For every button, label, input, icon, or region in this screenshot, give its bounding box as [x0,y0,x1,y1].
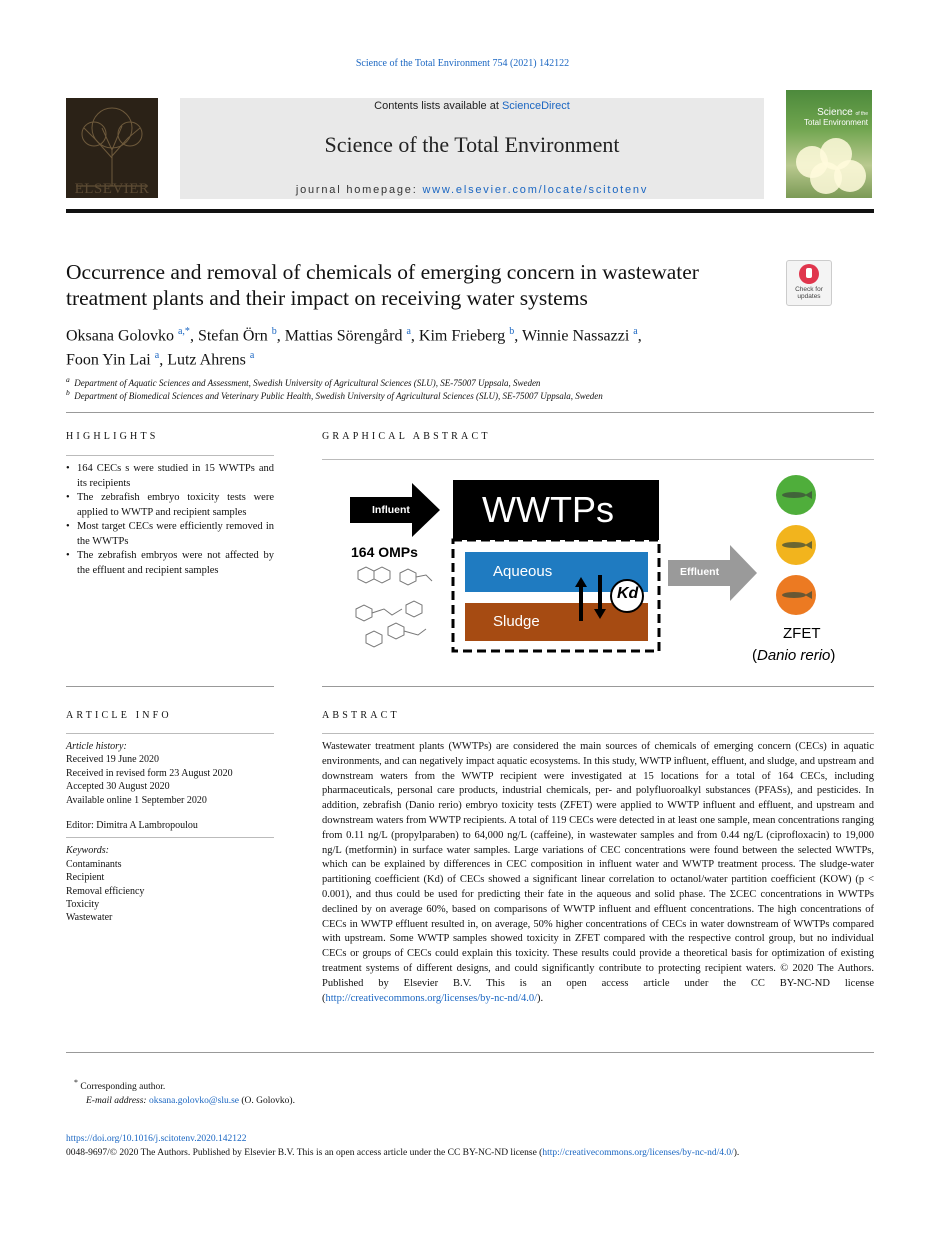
keywords-label: Keywords: [66,845,109,857]
abstract: Wastewater treatment plants (WWTPs) are considered the main sources of chemicals of emerging concern (CECs) in aquatic environments, and can negatively impact aquatic ecosystems. In this study, WWTP influent, effluent, and sludge, and upstream and downstream waters from the WWTP recipient were investigated at 15 locations for a total of 164 CECs, including pharmaceuticals, personal care products, industrial chemicals, per- and polyfluoroalkyl substances (PFASs), and pesticides. In addition, zebrafish (Danio rerio) embryo toxicity tests (ZFET) were applied to WWTP influent and effluent, and upstream and downstream waters from WWTP recipients. A total of 119 CECs were detected in at least one sample, mean concentrations ranging from 0.11 ng/L (propylparaben) to 64,000 ng/L (caffeine), in wastewater samples and from 0.44 ng/L (ciprofloxacin) to 19,000 ng/L (metformin) in surface water samples. Large variations of CEC concentrations were found between the selected WWTPs, which can be explained by differences in CEC composition in influent water and WWTP treatment process. The sludge-water partitioning coefficient (Kd) of CECs showed a significant linear correlation to octanol/water partition coefficient (KOW) (p < 0.001), and thus could be used for predicting their fate in the aqueous and solid phase. The ΣCEC concentrations in WWTPs declined by on average 60%, based on comparisons of WWTP influent and effluent concentrations. The high concentrations of CECs in WWTP effluent resulted in, on average, 50% higher concentrations of CECs in water downstream of WWTPs compared with upstream. Some WWTP samples showed toxicity in ZFET compared with the respective control group, but no individual CECs or groups of CECs could explain this toxicity. These results could provide a theoretical basis for optimization of existing treatment systems of different designs, and could significantly contribute to protecting recipient waters. © 2020 The Authors. Published by Elsevier B.V. This is an open access article under the CC BY-NC-ND license (http://creativecommons.org/licenses/by-nc-nd/4.0/). [322,738,874,1006]
journal-cover-thumbnail[interactable] [786,90,872,198]
issn-line: 0048-9697/© 2020 The Authors. Published by Elsevier B.V. This is an open access article under the CC BY-NC-ND license ( [66,1148,543,1158]
journal-homepage [180,184,764,196]
article-info [66,738,274,925]
highlight-item: • 164 CECs s were studied in 15 WWTPs and its recipients [66,462,274,491]
elsevier-logo[interactable] [66,98,158,198]
highlights-list [66,462,274,578]
abstract-license: © 2020 The Authors. Published by Elsevier B.V. This is an open access article under the CC BY-NC-ND license ( [322,962,874,1004]
keyword: Contaminants [66,858,122,870]
affiliation: $^b$ Department of Biomedical Sciences and Veterinary Public Health, Swedish University of Agricultural Sciences (SLU), SE-75007 Uppsala, Sweden [66,388,603,401]
author-affiliation-link[interactable]: b [509,326,515,337]
email-link[interactable]: oksana.golovko@slu.se [148,1096,240,1107]
abstract-rule [322,733,874,734]
footnote-marker: * [74,1078,78,1087]
author[interactable]: Winnie Nassazzi [521,327,630,345]
contents-prefix: Contents lists available at [374,100,499,112]
zfet-label: ZFET [783,625,821,642]
journal-name: Science of the Total Environment [324,132,620,157]
license-link[interactable]: http://creativecommons.org/licenses/by-nc-nd/4.0/ [325,992,538,1004]
history-label: Article history: [66,741,127,752]
homepage-prefix: journal homepage: [295,184,418,196]
highlight-item: • Most target CECs were efficiently removed in the WWTPs [66,520,274,549]
journal-citation[interactable]: Science of the Total Environment 754 (2021) 142122 [355,58,570,69]
author[interactable]: Kim Frieberg [418,327,506,345]
journal-header [66,90,874,202]
cover-title-of: of the [855,111,868,117]
affiliation: $^a$ Department of Aquatic Sciences and Assessment, Swedish University of Agricultural Sciences (SLU), SE-75007 Uppsala, Sweden [66,375,541,388]
history-item: Accepted 30 August 2020 [66,781,170,793]
graphical-abstract-heading: GRAPHICAL ABSTRACT [322,431,491,442]
corresponding-author-footnote [66,1076,874,1108]
section-divider [66,412,874,413]
author[interactable]: Mattias Sörengård [284,327,403,345]
author-affiliation-link[interactable]: a [154,350,160,362]
elsevier-wordmark: ELSEVIER [74,181,150,197]
highlights-heading: HIGHLIGHTS [66,431,159,442]
doi-block: https://doi.org/10.1016/j.scitotenv.2020.142122 0048-9697/© 2020 The Authors. Published by Elsevier B.V. This is an open access article under the CC BY-NC-ND license (http://creativecommons.org/licenses/by-nc-nd/4.0/). [66,1134,740,1158]
title-line: Occurrence and removal of chemicals of emerging concern in wastewater [66,260,699,284]
wwtps-label: WWTPs [482,489,614,530]
history-item: Available online 1 September 2020 [66,794,207,806]
sludge-label: Sludge [493,613,540,630]
contents-line [180,100,764,112]
cover-art-shape [834,160,866,192]
author-affiliation-link[interactable]: a [633,326,638,337]
corresponding-label: Corresponding author. [80,1082,166,1093]
author[interactable]: Stefan Örn [197,327,268,345]
article-info-rule [66,733,274,734]
highlight-item: • The zebrafish embryos were not affected by the effluent and recipient samples [66,549,274,578]
keywords-rule [66,837,274,838]
journal-banner [180,98,764,199]
body-divider [66,1052,874,1053]
graphical-abstract[interactable] [322,459,874,685]
aqueous-label: Aqueous [493,563,553,580]
abstract-text: Wastewater treatment plants (WWTPs) are considered the main sources of chemicals of emerging concern (CECs) in aquatic environments, and can negatively impact aquatic ecosystems. In this study, WWTP influent, effluent, and sludge, and upstream and downstream waters from the WWTP recipient were investigated at 15 locations for a total of 164 CECs, including pharmaceuticals, personal care products, industrial chemicals, per- and polyfluoroalkyl substances (PFASs), and pesticides. In addition, zebrafish (Danio rerio) embryo toxicity tests (ZFET) were applied to WWTP influent and effluent, and upstream and downstream waters from WWTP recipients. A total of 119 CECs were detected in at least one sample, mean concentrations ranging from 0.11 ng/L (propylparaben) to 64,000 ng/L (caffeine), in wastewater samples and from 0.44 ng/L (ciprofloxacin) to 19,000 ng/L (metformin) in surface water samples. Large variations of CEC concentrations were found between the selected WWTPs, which can be explained by differences in CEC composition in influent water and WWTP treatment process. The sludge-water partitioning coefficient (Kd) of CECs showed a significant linear correlation to octanol/water partition coefficient (KOW) (p < 0.001), and thus could be used for predicting their fate in the aqueous and solid phase. The ΣCEC concentrations in WWTPs declined by on average 60%, based on comparisons of WWTP influent and effluent concentrations. The high concentrations of CECs in WWTP effluent resulted in, on average, 50% higher concentrations of CECs in water downstream of WWTPs compared with upstream. Some WWTP samples showed toxicity in ZFET compared with the respective control group, but no individual CECs or groups of CECs could explain this toxicity. These results could provide a theoretical basis for optimization of existing treatment systems of different designs, and could significantly contribute to protecting recipient waters. [322,741,874,974]
effluent-label: Effluent [680,566,720,578]
graphical-abstract-bottom-rule [322,686,874,687]
keyword: Recipient [66,872,105,884]
license-link[interactable]: http://creativecommons.org/licenses/by-nc-nd/4.0/ [542,1148,734,1158]
author-affiliation-link[interactable]: b [271,326,277,337]
species-label: (Danio rerio) [752,647,836,664]
header-divider [66,209,874,213]
article-info-heading: ARTICLE INFO [66,710,172,721]
keyword: Toxicity [66,899,100,911]
history-item: Received 19 June 2020 [66,754,160,766]
author-affiliation-link[interactable]: a,* [177,326,190,337]
kd-label: Kd [617,585,639,602]
author-affiliation-link[interactable]: a [406,326,411,337]
homepage-link[interactable]: www.elsevier.com/locate/scitotenv [422,184,649,196]
author[interactable]: Foon Yin Lai [66,351,151,369]
molecule-structures-icon [356,567,432,647]
article-title [66,259,766,311]
sciencedirect-link[interactable]: ScienceDirect [501,100,570,112]
highlights-rule [66,455,274,456]
email-suffix: (O. Golovko). [241,1096,295,1107]
doi-link[interactable]: https://doi.org/10.1016/j.scitotenv.2020.142122 [66,1134,247,1144]
author-list: Oksana Golovko $^{a,*}$, Stefan Örn $^b$, Mattias Sörengård $^a$, Kim Frieberg $^b$, Winnie Nassazzi $^a$, Foon Yin Lai $^a$, Lutz Ahrens $^a$ [66,326,642,369]
author-affiliation-link[interactable]: a [249,350,255,362]
abstract-heading: ABSTRACT [322,710,400,721]
cover-title-env: Total Environment [803,118,868,127]
keyword: Wastewater [66,912,113,924]
cover-title-science: Science [817,107,853,118]
highlights-bottom-rule [66,686,274,687]
check-for-updates-button[interactable] [786,260,832,306]
highlight-item: • The zebrafish embryo toxicity tests were applied to WWTP and recipient samples [66,491,274,520]
omps-label: 164 OMPs [351,544,418,560]
influent-label: Influent [372,504,410,516]
keyword: Removal efficiency [66,885,145,897]
title-line: treatment plants and their impact on receiving water systems [66,286,588,310]
email-label: E-mail address: [86,1096,147,1107]
author[interactable]: Lutz Ahrens [167,351,246,369]
check-for-updates-label: Check for updates [795,286,823,300]
history-item: Received in revised form 23 August 2020 [66,767,233,779]
editor: Editor: Dimitra A Lambropoulou [66,820,198,832]
cover-title [804,108,868,128]
bookmark-icon [799,264,819,284]
author[interactable]: Oksana Golovko [66,327,174,345]
